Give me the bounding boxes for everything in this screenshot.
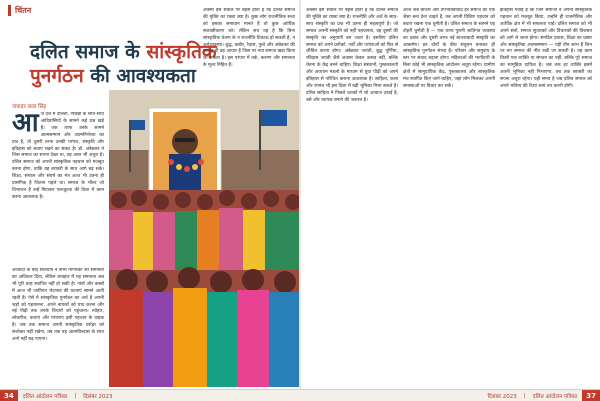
page2-column-2: आज जब बाजार और उपभोक्तावाद हर समाज को एक जैसा बना देना चाहते हैं, तब अपनी विशिष्ट पहचान को बचाए रखना एक चुनौती है। दलित समाज के सामने यह दोहरी चुनौती है — एक तरफ पुरानी जातिगत व्यवस्था का दबाव और दूसरी तरफ नई बाजारवादी संस्कृति का आकर्षण। इन दोनों के बीच संतुलन बनाकर ही सांस्कृतिक पुनर्गठन संभव है। परिवार और समुदाय के स्तर पर संवाद बढ़ाना होगा। महिलाओं की भागीदारी के बिना कोई भी सांस्कृतिक आंदोलन अधूरा रहेगा। ग्रामीण क्षेत्रों में सामुदायिक केंद्र, पुस्तकालय और सांस्कृतिक मंच स्थापित किए जाने चाहिए, जहां लोग मिलकर अपनी समस्याओं पर विचार कर सकें। [403,8,495,89]
author-byline: जवाहर लाल सिंह [12,104,47,110]
footer-separator-right: | [523,392,526,399]
rally-photo [109,90,300,387]
footer-left [0,389,300,401]
page2-column-1: अक्सर इस सवाल पर बहस होती है कि दलित समाज की मुक्ति का रास्ता क्या है। राजनीति और अर्थ के साथ-साथ संस्कृति का प्रश्न भी उतना ही महत्वपूर्ण है। जो समाज अपनी संस्कृति को नहीं पहचानता, वह दूसरों की संस्कृति का अनुयायी बन जाता है। इसलिए दलित समाज को अपने प्रतीकों, पर्वों और परंपराओं को फिर से जीवित करना होगा। अंबेडकर जयंती, बुद्ध पूर्णिमा, रविदास जयंती जैसे अवसर केवल उत्सव नहीं, बल्कि चेतना के केंद्र बनने चाहिए। शिक्षा संस्थानों, पुस्तकालयों और अध्ययन मंडलों के माध्यम से युवा पीढ़ी को अपने इतिहास से परिचित कराना आवश्यक है। साहित्य, कला और रंगमंच भी इस दिशा में बड़ी भूमिका निभा सकते हैं। दलित साहित्य ने पिछले दशकों में जो आवाज उठाई है, उसे और व्यापक बनाने की जरूरत है। [306,8,398,103]
drop-cap: आ [12,112,39,138]
section-label: चिंतन [15,6,32,15]
footer-date-right: दिसंबर 2023 [487,393,517,400]
footer-magazine-left: दलित आंदोलन पत्रिका [22,393,68,400]
footer-right [300,389,600,401]
page-gutter [299,0,301,401]
rally-photo-illustration [109,90,300,387]
center-column: अक्सर इस सवाल पर बहस होती है कि दलित समाज की मुक्ति का रास्ता क्या है। कुछ लोग राजनीतिक सत्ता को इसका समाधान मानते हैं तो कुछ आर्थिक सशक्तीकरण को। लेकिन सच यह है कि बिना सांस्कृतिक चेतना के न राजनीति टिकाऊ हो सकती है, न अर्थव्यवस्था। बुद्ध, कबीर, रैदास, फुले और अंबेडकर की परंपरा ही वह आधार है जिस पर नया समाज खड़ा किया जा सकता है। इस परंपरा में तर्क, करुणा और समानता के मूल्य निहित हैं। [203,8,295,69]
page-number-right: 37 [582,390,600,401]
headline-part-2: की आवश्यकता [90,65,196,87]
intro-text: ज देश में दलितों, पिछड़ों के साथ-साथ आदिवासियों के सामने कई प्रश्न खड़े हैं। एक तरफ उनके सामने आत्मसम्मान और आत्मनिर्भरता का प्रश्न है, तो दूसरी तरफ उनकी परंपरा, संस्कृति और इतिहास को बचाए रखने का संकट है। डॉ. अंबेडकर ने जिस समाज का सपना देखा था, वह आज भी अधूरा है। दलित समाज को अपनी सांस्कृतिक पहचान को मजबूत करना होगा, ताकि वह बराबरी के साथ आगे बढ़ सके। शिक्षा, संगठन और संघर्ष का मंत्र आज भी उतना ही प्रासंगिक है जितना पहले था। समाज के भीतर जो विभाजन हैं उन्हें मिटाकर एकजुटता की दिशा में काम करना आवश्यक है। [12,112,104,200]
page2-column-3: इतिहास गवाह है कि जिन समाजों ने अपनी सांस्कृतिक पहचान को मजबूत किया, उन्होंने ही राजनीतिक और आर्थिक क्षेत्र में भी सफलता पाई। दलित समाज को भी अपने संतों, समाज सुधारकों और विचारकों की विरासत को आगे ले जाना होगा। संगठित प्रयास, शिक्षा का प्रसार और सांस्कृतिक आत्मसम्मान — यही तीन स्तंभ हैं जिन पर नए समाज की नींव रखी जा सकती है। यह काम किसी एक व्यक्ति या संगठन का नहीं, बल्कि पूरे समाज का सामूहिक दायित्व है। जब तक हर व्यक्ति इसमें अपनी भूमिका नहीं निभाएगा, तब तक बराबरी का सपना अधूरा रहेगा। यही समय है जब दलित समाज को अपने भविष्य की दिशा स्वयं तय करनी होगी। [500,8,592,89]
footer-separator-left: | [74,392,77,399]
headline-accent-2: पुनर्गठन [30,65,84,87]
footer-magazine-right: दलित आंदोलन पत्रिका [532,393,578,400]
footer-date-left: दिसंबर 2023 [83,393,113,400]
left-lower-column: आजादी के बाद संविधान ने सभी नागरिकों को समानता का अधिकार दिया, लेकिन व्यवहार में यह समानता अब भी पूरी तरह स्थापित नहीं हो सकी है। गांवों और कस्बों में आज भी जातिगत भेदभाव की घटनाएं सामने आती रहती हैं। ऐसे में सांस्कृतिक पुनर्गठन का अर्थ है अपनी जड़ों को पहचानना, अपने नायकों को याद करना और नई पीढ़ी तक उनके विचारों को पहुंचाना। त्योहार, लोकगीत, कथाएं और परंपराएं इसी पहचान के वाहक हैं। जब तक समाज अपनी सांस्कृतिक धरोहर को संजोकर नहीं रखेगा, तब तक वह आत्मविश्वास के साथ आगे नहीं बढ़ पाएगा। [12,268,104,343]
section-tag-bar [8,5,11,16]
intro-column [12,112,104,264]
section-tag [8,5,31,16]
page-number-left: 34 [0,390,18,401]
headline-part-1: दलित समाज के [30,41,140,63]
headline-accent-1: सांस्कृतिक [146,41,217,63]
